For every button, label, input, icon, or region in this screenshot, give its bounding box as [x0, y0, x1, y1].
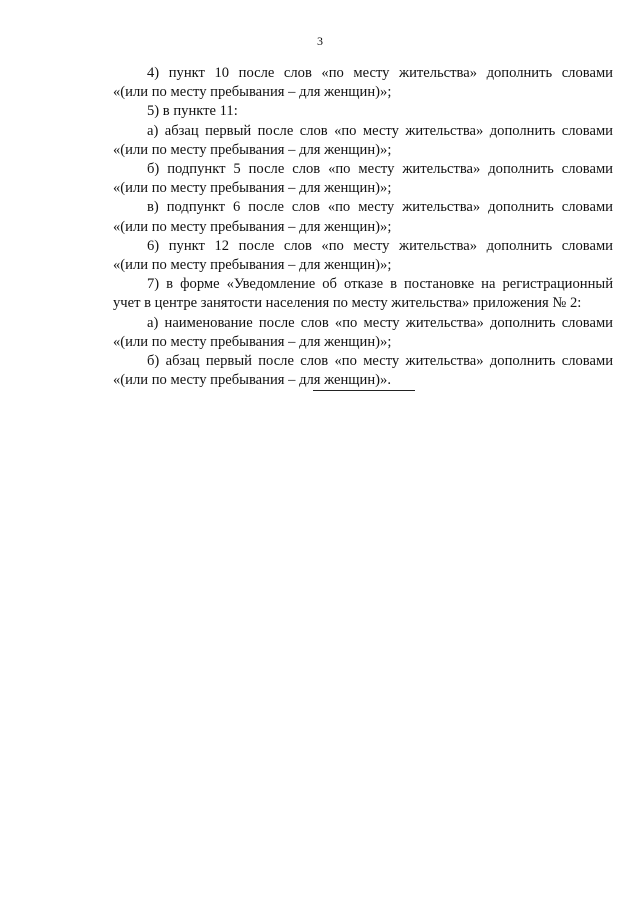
paragraph-line: 7) в форме «Уведомление об отказе в постановке на регистрационный — [147, 276, 613, 293]
paragraph-item-7a — [113, 314, 613, 352]
paragraph-item-5v — [113, 198, 613, 236]
paragraph-line: 4) пункт 10 после слов «по месту жительства» дополнить словами — [147, 65, 613, 81]
paragraph-line: «(или по месту пребывания – для женщин)». — [113, 372, 391, 389]
paragraph-item-5b — [113, 160, 613, 198]
paragraph-item-4 — [113, 64, 613, 102]
document-body — [113, 64, 613, 390]
paragraph-line: «(или по месту пребывания – для женщин)»; — [113, 218, 392, 235]
paragraph-line: б) подпункт 5 после слов «по месту жительства» дополнить словами — [147, 161, 613, 178]
paragraph-line: «(или по месту пребывания – для женщин)»; — [113, 180, 392, 197]
paragraph-line: «(или по месту пребывания – для женщин)»; — [113, 141, 392, 158]
paragraph-line: 6) пункт 12 после слов «по месту жительства» дополнить словами — [147, 237, 613, 254]
paragraph-item-5a — [113, 122, 613, 160]
paragraph-line: а) наименование после слов «по месту жительства» дополнить словами — [147, 314, 613, 331]
paragraph-item-5 — [113, 102, 613, 121]
paragraph-item-6 — [113, 237, 613, 275]
paragraph-line: «(или по месту пребывания – для женщин)»; — [113, 257, 392, 274]
end-separator-line — [313, 390, 415, 391]
paragraph-line: учет в центре занятости населения по месту жительства» приложения № 2: — [113, 295, 582, 312]
page-number: 3 — [317, 34, 323, 48]
paragraph-line: б) абзац первый после слов «по месту жительства» дополнить словами — [147, 353, 613, 370]
paragraph-item-7b — [113, 352, 613, 390]
paragraph-line: 5) в пункте 11: — [147, 103, 238, 120]
paragraph-line: а) абзац первый после слов «по месту жительства» дополнить словами — [147, 122, 613, 139]
paragraph-line: в) подпункт 6 после слов «по месту жительства» дополнить словами — [147, 199, 613, 216]
paragraph-item-7 — [113, 275, 613, 313]
paragraph-line: «(или по месту пребывания – для женщин)»; — [113, 84, 392, 101]
paragraph-line: «(или по месту пребывания – для женщин)»; — [113, 333, 392, 350]
